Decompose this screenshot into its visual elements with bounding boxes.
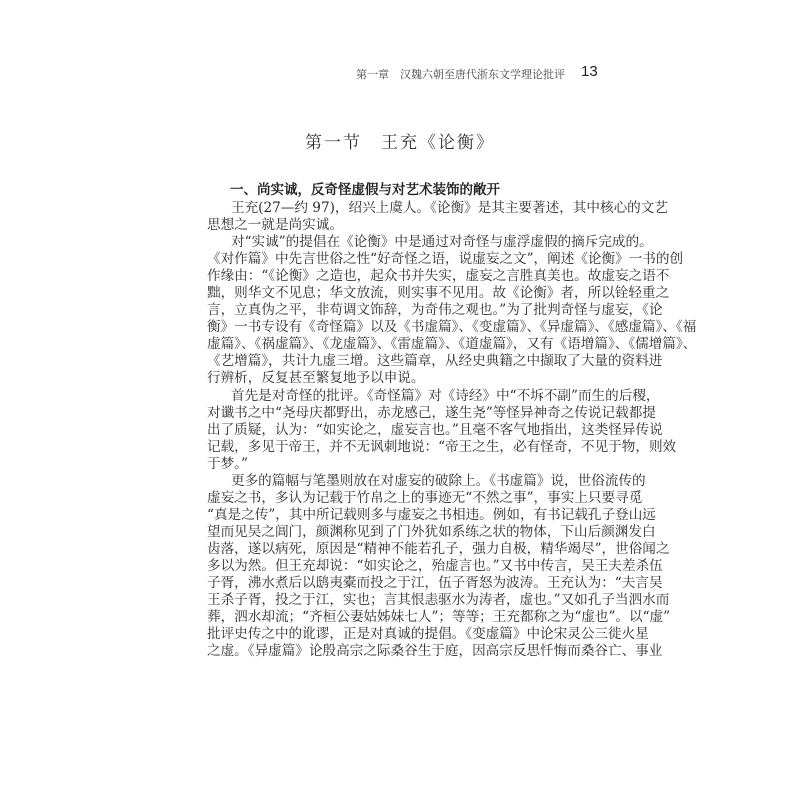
- text-line: 王杀子胥，投之于江，实也；言其恨恚驱水为涛者，虚也。”又如孔子当泗水而: [207, 592, 670, 609]
- text-line: 虚妄之书，多认为记载于竹帛之上的事迹无“不然之事”，事实上只要寻觅: [207, 489, 643, 506]
- text-line: 子胥，沸水煮后以鸱夷橐而投之于江，伍子胥怒为波涛。王充认为：“夫言吴: [207, 575, 663, 592]
- text-line: 言，立真伪之平，非苟调文饰辞，为奇伟之观也。”为了批判奇怪与虚妄，《论: [207, 302, 663, 319]
- text-line: 对“实诚”的提倡在《论衡》中是通过对奇怪与虚浮虚假的摘斥完成的。: [231, 234, 653, 251]
- text-line: 作缘由：“《论衡》之造也，起众书并失实，虚妄之言胜真美也。故虚妄之语不: [207, 268, 670, 285]
- text-line: 更多的篇幅与笔墨则放在对虚妄的破除上。《书虚篇》说，世俗流传的: [231, 472, 646, 489]
- subheading: 一、尚实诚，反奇怪虚假与对艺术装饰的敞开: [230, 182, 500, 198]
- text-line: 葬，泗水却流；“齐桓公妻姑姊妹七人”；等等；王充都称之为“虚也”。以“虚”: [207, 609, 671, 626]
- text-line: 批评史传之中的讹谬，正是对真诚的提倡。《变虚篇》中论宋灵公三徙火星: [207, 626, 649, 643]
- text-line: 对谶书之中“尧母庆都野出，赤龙感己，遂生尧”等怪异神奇之传说记载都提: [207, 404, 656, 421]
- text-line: 于梦。”: [207, 455, 248, 472]
- text-line: 望而见吴之阊门，颜渊称见到了门外犹如系练之状的物体，下山后颜渊发白: [207, 523, 656, 540]
- running-head: 第一章 汉魏六朝至唐代浙东文学理论批评: [356, 68, 565, 81]
- text-line: 衡》一书专设有《奇怪篇》以及《书虚篇》、《变虚篇》、《异虚篇》、《感虚篇》、《福: [207, 319, 697, 336]
- text-line: “真是之传”，其中所记载则多与虚妄之书相违。例如，有书记载孔子登山远: [207, 506, 656, 523]
- text-line: 《艺增篇》，共计九虚三增。这些篇章，从经史典籍之中撷取了大量的资料进: [207, 353, 663, 370]
- text-line: 多以为然。但王充却说：“如实论之，殆虚言也。”又书中传言，吴王夫差杀伍: [207, 557, 663, 574]
- text-line: 王充(27—约 97)，绍兴上虞人。《论衡》是其主要著述，其中核心的文艺: [231, 200, 668, 216]
- section-title: 第一节 王充《论衡》: [305, 133, 495, 153]
- text-line: 《对作篇》中先言世俗之性“好奇怪之语，说虚妄之文”，阐述《论衡》一书的创: [207, 251, 684, 268]
- text-line: 思想之一就是尚实诚。: [207, 217, 343, 234]
- text-line: 虚篇》、《祸虚篇》、《龙虚篇》、《雷虚篇》、《道虚篇》，又有《语增篇》、《儒增篇》、: [207, 336, 697, 353]
- text-line: 出了质疑，认为：“如实论之，虚妄言也。”且毫不客气地指出，这类怪异传说: [207, 421, 663, 438]
- text-line: 黜，则华文不见息；华文放流，则实事不见用。故《论衡》者，所以铨轻重之: [207, 285, 670, 302]
- text-line: 记载，多见于帝王，并不无讽刺地说：“帝王之生，必有怪奇，不见于物，则效: [207, 438, 677, 455]
- text-line: 行辨析，反复甚至繁复地予以申说。: [207, 370, 425, 387]
- page-number: 13: [581, 63, 598, 80]
- text-line: 齿落，遂以病死，原因是“精神不能若孔子，强力自极，精华竭尽”，世俗闻之: [207, 540, 670, 557]
- text-line: 之虚。《异虚篇》论殷高宗之际桑谷生于庭，因高宗反思忏悔而桑谷亡、事业: [207, 643, 663, 660]
- body-text: [207, 200, 697, 660]
- text-line: 首先是对奇怪的批评。《奇怪篇》对《诗经》中“不坼不副”而生的后稷，: [231, 387, 660, 404]
